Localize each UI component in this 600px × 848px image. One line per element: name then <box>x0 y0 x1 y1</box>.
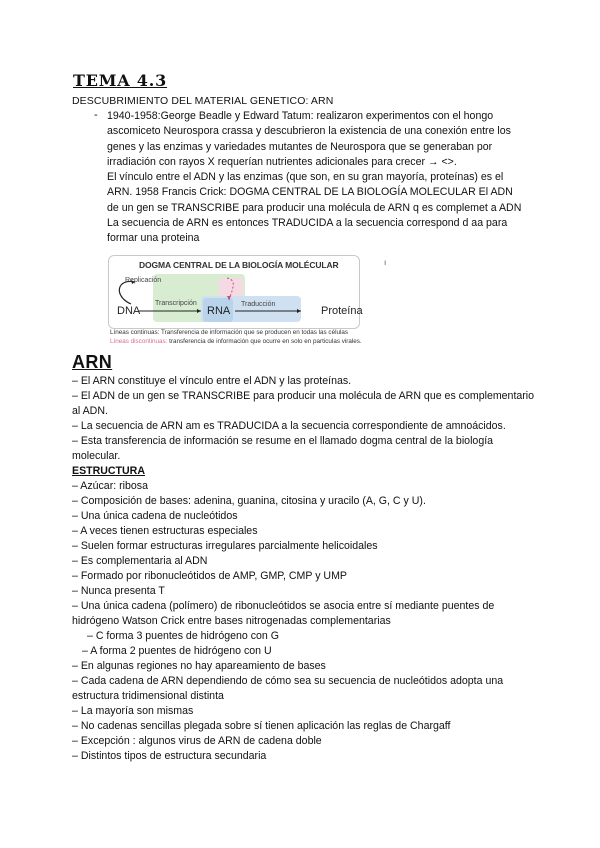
estructura-item: – Formado por ribonucleótidos de AMP, GMP, CMP y UMP <box>72 570 347 582</box>
legend-solid-lines: Líneas continuas: Transferencia de información que se producen en todas las células <box>110 329 349 336</box>
intro-block <box>107 109 527 247</box>
diagram-title: DOGMA CENTRAL DE LA BIOLOGÍA MOLÉCULAR <box>139 260 339 270</box>
protein-label: Proteína <box>321 305 363 317</box>
estructura-item: – Una única cadena (polímero) de ribonucleótidos se asocia entre sí mediante puentes de hidrógeno Watson Crick entre bases nitrogenadas complementarias <box>72 600 495 627</box>
diagram-arrows-icon <box>109 256 359 328</box>
transcription-label: Transcripción <box>155 300 197 307</box>
estructura-heading: ESTRUCTURA <box>72 465 145 477</box>
section-subtitle: DESCUBRIMIENTO DEL MATERIAL GENETICO: ARN <box>72 95 334 107</box>
estructura-item: – A veces tienen estructuras especiales <box>72 525 258 537</box>
estructura-subitem: – A forma 2 puentes de hidrógeno con U <box>82 645 272 657</box>
estructura-item: – La mayoría son mismas <box>72 705 194 717</box>
estructura-item: – Distintos tipos de estructura secundaria <box>72 750 267 762</box>
estructura-item: – No cadenas sencillas plegada sobre sí tienen aplicación las reglas de Chargaff <box>72 720 451 732</box>
arn-heading: ARN <box>72 352 113 372</box>
estructura-item: – Es complementaria al ADN <box>72 555 208 567</box>
page-title: TEMA 4.3 <box>73 71 168 90</box>
arn-line: – El ARN constituye el vínculo entre el ADN y las proteínas. <box>72 375 352 387</box>
arn-line: – Esta transferencia de información se resume en el llamado dogma central de la biología molecular. <box>72 435 494 462</box>
estructura-item: – Nunca presenta T <box>72 585 165 597</box>
estructura-item: – En algunas regiones no hay apareamiento de bases <box>72 660 326 672</box>
arn-line: – La secuencia de ARN am es TRADUCIDA a la secuencia correspondiente de amnoácidos. <box>72 420 506 432</box>
estructura-item: – Excepción : algunos virus de ARN de cadena doble <box>72 735 322 747</box>
dna-label: DNA <box>117 305 141 317</box>
estructura-item: – Cada cadena de ARN dependiendo de cómo sea su secuencia de nucleótidos adopta una estructura tridimensional distinta <box>72 675 504 702</box>
rna-label: RNA <box>207 305 231 317</box>
legend-dashed-lines <box>110 338 362 345</box>
intro-paragraph: La secuencia de ARN es entonces TRADUCIDA a la secuencia correspond d aa para formar una proteina <box>107 217 508 245</box>
legend-dashed-prefix: Líneas discontinuas: <box>110 338 168 345</box>
translation-label: Traducción <box>241 301 276 308</box>
replication-label: Replicación <box>125 277 162 284</box>
stray-mark: ı <box>384 258 387 267</box>
estructura-item: – Una única cadena de nucleótidos <box>72 510 238 522</box>
estructura-item: – Suelen formar estructuras irregulares parcialmente helicoidales <box>72 540 378 552</box>
arn-section <box>72 374 542 764</box>
intro-paragraph: El vínculo entre el ADN y las enzimas (que son, en su gran mayoría, proteínas) es el ARN. 1958 Francis Crick: DOGMA CENTRAL DE LA BIOLOGÍA MOLECULAR El ADN de un gen se TRANSCRIBE para producir una molécula de ARN q es complemet a ADN <box>107 171 522 214</box>
list-bullet: - <box>94 109 98 121</box>
estructura-subitem: – C forma 3 puentes de hidrógeno con G <box>87 630 279 642</box>
intro-paragraph: 1940-1958:George Beadle y Edward Tatum: realizaron experimentos con el hongo ascomiceto Neurospora crassa y descubrieron la existencia de una conexión entre los genes y las enzimas y variedades mutantes de Neurospora que se generaban por irradiación con rayos X requerían nutrientes adicionales para crecer → <>. <box>107 110 511 168</box>
estructura-item: – Composición de bases: adenina, guanina, citosina y uracilo (A, G, C y U). <box>72 495 426 507</box>
estructura-item: – Azúcar: ribosa <box>72 480 148 492</box>
arn-line: – El ADN de un gen se TRANSCRIBE para producir una molécula de ARN que es complementario al ADN. <box>72 390 535 417</box>
central-dogma-diagram <box>108 255 363 329</box>
legend-dashed-text: transferencia de información que ocurre en solo en particulas virales. <box>167 338 362 345</box>
